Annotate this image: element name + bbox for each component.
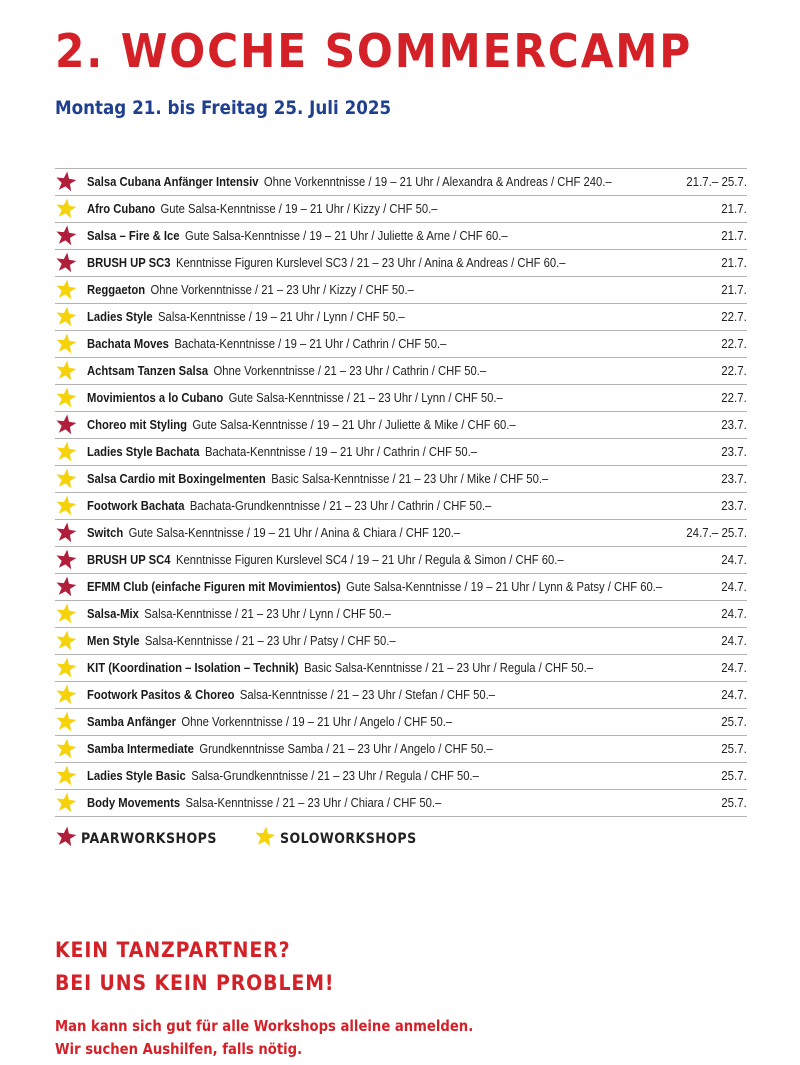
workshop-details: Ohne Vorkenntnisse / 21 – 23 Uhr / Kizzy / CHF 50.– [150,283,414,297]
workshop-details: Basic Salsa-Kenntnisse / 21 – 23 Uhr / Regula / CHF 50.– [304,661,593,675]
workshop-details: Ohne Vorkenntnisse / 21 – 23 Uhr / Cathrin / CHF 50.– [213,364,487,378]
paar-star-icon [55,225,77,247]
workshop-name: Bachata Moves [87,337,169,351]
workshop-date: 21.7.– 25.7. [686,175,747,189]
workshop-date: 22.7. [721,337,747,351]
workshop-date: 23.7. [721,499,747,513]
workshop-date: 22.7. [721,310,747,324]
workshop-name: Salsa – Fire & Ice [87,229,180,243]
workshop-row [55,385,747,412]
workshop-details: Salsa-Kenntnisse / 21 – 23 Uhr / Stefan / CHF 50.– [239,688,496,702]
workshop-name: EFMM Club (einfache Figuren mit Movimientos) [87,580,341,594]
workshop-date: 23.7. [721,418,747,432]
workshop-details: Basic Salsa-Kenntnisse / 21 – 23 Uhr / Mike / CHF 50.– [271,472,549,486]
workshop-name: Afro Cubano [87,202,156,216]
workshop-date: 24.7. [721,634,747,648]
workshop-text [87,175,681,189]
paar-star-icon [55,171,77,193]
workshop-text [87,553,681,567]
workshop-name: Reggaeton [87,283,146,297]
workshop-text [87,472,681,486]
workshop-text [87,688,681,702]
workshop-details: Salsa-Grundkenntnisse / 21 – 23 Uhr / Regula / CHF 50.– [191,769,479,783]
workshop-row [55,763,747,790]
workshop-details: Bachata-Kenntnisse / 19 – 21 Uhr / Cathrin / CHF 50.– [204,445,477,459]
workshop-text [87,715,681,729]
no-partner-callout [55,934,334,1000]
workshop-text [87,526,681,540]
workshop-text [87,661,681,675]
workshop-text [87,607,681,621]
workshop-row [55,628,747,655]
workshop-row [55,358,747,385]
workshop-date: 24.7. [721,580,747,594]
workshop-details: Salsa-Kenntnisse / 21 – 23 Uhr / Chiara / CHF 50.– [185,796,442,810]
workshop-details: Grundkenntnisse Samba / 21 – 23 Uhr / Angelo / CHF 50.– [199,742,493,756]
workshop-row [55,547,747,574]
workshop-text [87,499,681,513]
workshop-text [87,256,681,270]
workshop-name: Choreo mit Styling [87,418,188,432]
workshop-row [55,601,747,628]
workshop-text [87,796,681,810]
workshop-name: Footwork Pasitos & Choreo [87,688,235,702]
workshop-row [55,709,747,736]
registration-note [55,1015,473,1061]
workshop-row [55,736,747,763]
legend-paar [55,826,232,852]
workshop-row [55,412,747,439]
workshop-details: Salsa-Kenntnisse / 21 – 23 Uhr / Lynn / CHF 50.– [144,607,391,621]
paar-star-icon [55,549,77,571]
workshop-name: Ladies Style Bachata [87,445,200,459]
workshop-row [55,574,747,601]
solo-star-icon [55,711,77,733]
workshop-date: 22.7. [721,364,747,378]
callout-line-1: KEIN TANZPARTNER? [55,938,291,962]
workshop-row [55,169,747,196]
workshop-row [55,790,747,817]
solo-star-icon [55,441,77,463]
note-line-2: Wir suchen Aushilfen, falls nötig. [55,1040,303,1058]
workshop-list [55,168,747,817]
workshop-date: 22.7. [721,391,747,405]
workshop-text [87,634,681,648]
workshop-text [87,580,681,594]
workshop-row [55,277,747,304]
workshop-text [87,202,681,216]
workshop-details: Kenntnisse Figuren Kurslevel SC3 / 21 – 23 Uhr / Anina & Andreas / CHF 60.– [175,256,566,270]
solo-star-icon [55,279,77,301]
legend-paar-label: PAARWORKSHOPS [81,831,217,847]
workshop-name: Salsa Cubana Anfänger Intensiv [87,175,259,189]
workshop-text [87,310,681,324]
workshop-text [87,364,681,378]
workshop-date: 21.7. [721,202,747,216]
workshop-date: 21.7. [721,229,747,243]
paar-star-icon [55,576,77,598]
paar-star-icon [55,414,77,436]
workshop-details: Gute Salsa-Kenntnisse / 19 – 21 Uhr / Juliette & Mike / CHF 60.– [192,418,516,432]
workshop-date: 25.7. [721,769,747,783]
paar-star-icon [55,252,77,274]
workshop-details: Gute Salsa-Kenntnisse / 19 – 21 Uhr / Juliette & Arne / CHF 60.– [184,229,508,243]
workshop-row [55,520,747,547]
workshop-name: Salsa Cardio mit Boxingelmenten [87,472,266,486]
workshop-row [55,223,747,250]
solo-star-icon [55,684,77,706]
solo-star-icon [55,387,77,409]
solo-star-icon [55,306,77,328]
solo-star-icon [55,198,77,220]
callout-line-2: BEI UNS KEIN PROBLEM! [55,971,335,995]
workshop-details: Gute Salsa-Kenntnisse / 19 – 21 Uhr / Lynn & Patsy / CHF 60.– [346,580,663,594]
workshop-date: 24.7. [721,661,747,675]
workshop-date: 21.7. [721,256,747,270]
workshop-name: Footwork Bachata [87,499,185,513]
workshop-details: Gute Salsa-Kenntnisse / 19 – 21 Uhr / Anina & Chiara / CHF 120.– [128,526,461,540]
workshop-name: Men Style [87,634,140,648]
workshop-row [55,250,747,277]
workshop-row [55,304,747,331]
workshop-text [87,283,681,297]
workshop-row [55,196,747,223]
workshop-details: Ohne Vorkenntnisse / 19 – 21 Uhr / Alexandra & Andreas / CHF 240.– [263,175,612,189]
legend-solo-label: SOLOWORKSHOPS [279,831,417,847]
solo-star-icon [254,826,276,852]
workshop-row [55,655,747,682]
workshop-details: Gute Salsa-Kenntnisse / 21 – 23 Uhr / Lynn / CHF 50.– [228,391,503,405]
workshop-name: KIT (Koordination – Isolation – Technik) [87,661,299,675]
workshop-name: BRUSH UP SC4 [87,553,171,567]
workshop-row [55,331,747,358]
workshop-name: Ladies Style Basic [87,769,186,783]
workshop-name: Salsa-Mix [87,607,139,621]
workshop-name: Achtsam Tanzen Salsa [87,364,209,378]
paar-star-icon [55,522,77,544]
workshop-name: BRUSH UP SC3 [87,256,171,270]
workshop-details: Salsa-Kenntnisse / 21 – 23 Uhr / Patsy / CHF 50.– [144,634,396,648]
workshop-row [55,466,747,493]
solo-star-icon [55,468,77,490]
workshop-details: Bachata-Kenntnisse / 19 – 21 Uhr / Cathrin / CHF 50.– [174,337,447,351]
workshop-date: 25.7. [721,742,747,756]
workshop-details: Kenntnisse Figuren Kurslevel SC4 / 19 – 21 Uhr / Regula & Simon / CHF 60.– [175,553,564,567]
workshop-name: Ladies Style [87,310,153,324]
workshop-text [87,418,681,432]
legend-solo [254,826,432,852]
workshop-text [87,742,681,756]
workshop-date: 24.7. [721,607,747,621]
workshop-text [87,445,681,459]
workshop-date: 23.7. [721,445,747,459]
workshop-date: 24.7. [721,688,747,702]
workshop-date: 23.7. [721,472,747,486]
legend [55,826,454,852]
workshop-name: Movimientos a lo Cubano [87,391,224,405]
workshop-name: Switch [87,526,124,540]
workshop-details: Salsa-Kenntnisse / 19 – 21 Uhr / Lynn / CHF 50.– [158,310,405,324]
workshop-name: Samba Intermediate [87,742,194,756]
workshop-date: 25.7. [721,796,747,810]
solo-star-icon [55,630,77,652]
workshop-date: 24.7.– 25.7. [686,526,747,540]
workshop-name: Samba Anfänger [87,715,176,729]
workshop-details: Gute Salsa-Kenntnisse / 19 – 21 Uhr / Kizzy / CHF 50.– [160,202,438,216]
solo-star-icon [55,603,77,625]
workshop-row [55,682,747,709]
solo-star-icon [55,333,77,355]
workshop-date: 25.7. [721,715,747,729]
paar-star-icon [55,826,77,852]
workshop-details: Ohne Vorkenntnisse / 19 – 21 Uhr / Angelo / CHF 50.– [181,715,453,729]
solo-star-icon [55,738,77,760]
workshop-date: 21.7. [721,283,747,297]
workshop-text [87,337,681,351]
workshop-text [87,391,681,405]
page-title: 2. WOCHE SOMMERCAMP [55,24,693,78]
date-range-subtitle: Montag 21. bis Freitag 25. Juli 2025 [55,97,392,119]
workshop-text [87,229,681,243]
solo-star-icon [55,495,77,517]
solo-star-icon [55,657,77,679]
workshop-text [87,769,681,783]
workshop-row [55,439,747,466]
workshop-details: Bachata-Grundkenntnisse / 21 – 23 Uhr / Cathrin / CHF 50.– [189,499,492,513]
note-line-1: Man kann sich gut für alle Workshops alleine anmelden. [55,1017,474,1035]
solo-star-icon [55,360,77,382]
workshop-name: Body Movements [87,796,181,810]
workshop-row [55,493,747,520]
solo-star-icon [55,792,77,814]
solo-star-icon [55,765,77,787]
workshop-date: 24.7. [721,553,747,567]
